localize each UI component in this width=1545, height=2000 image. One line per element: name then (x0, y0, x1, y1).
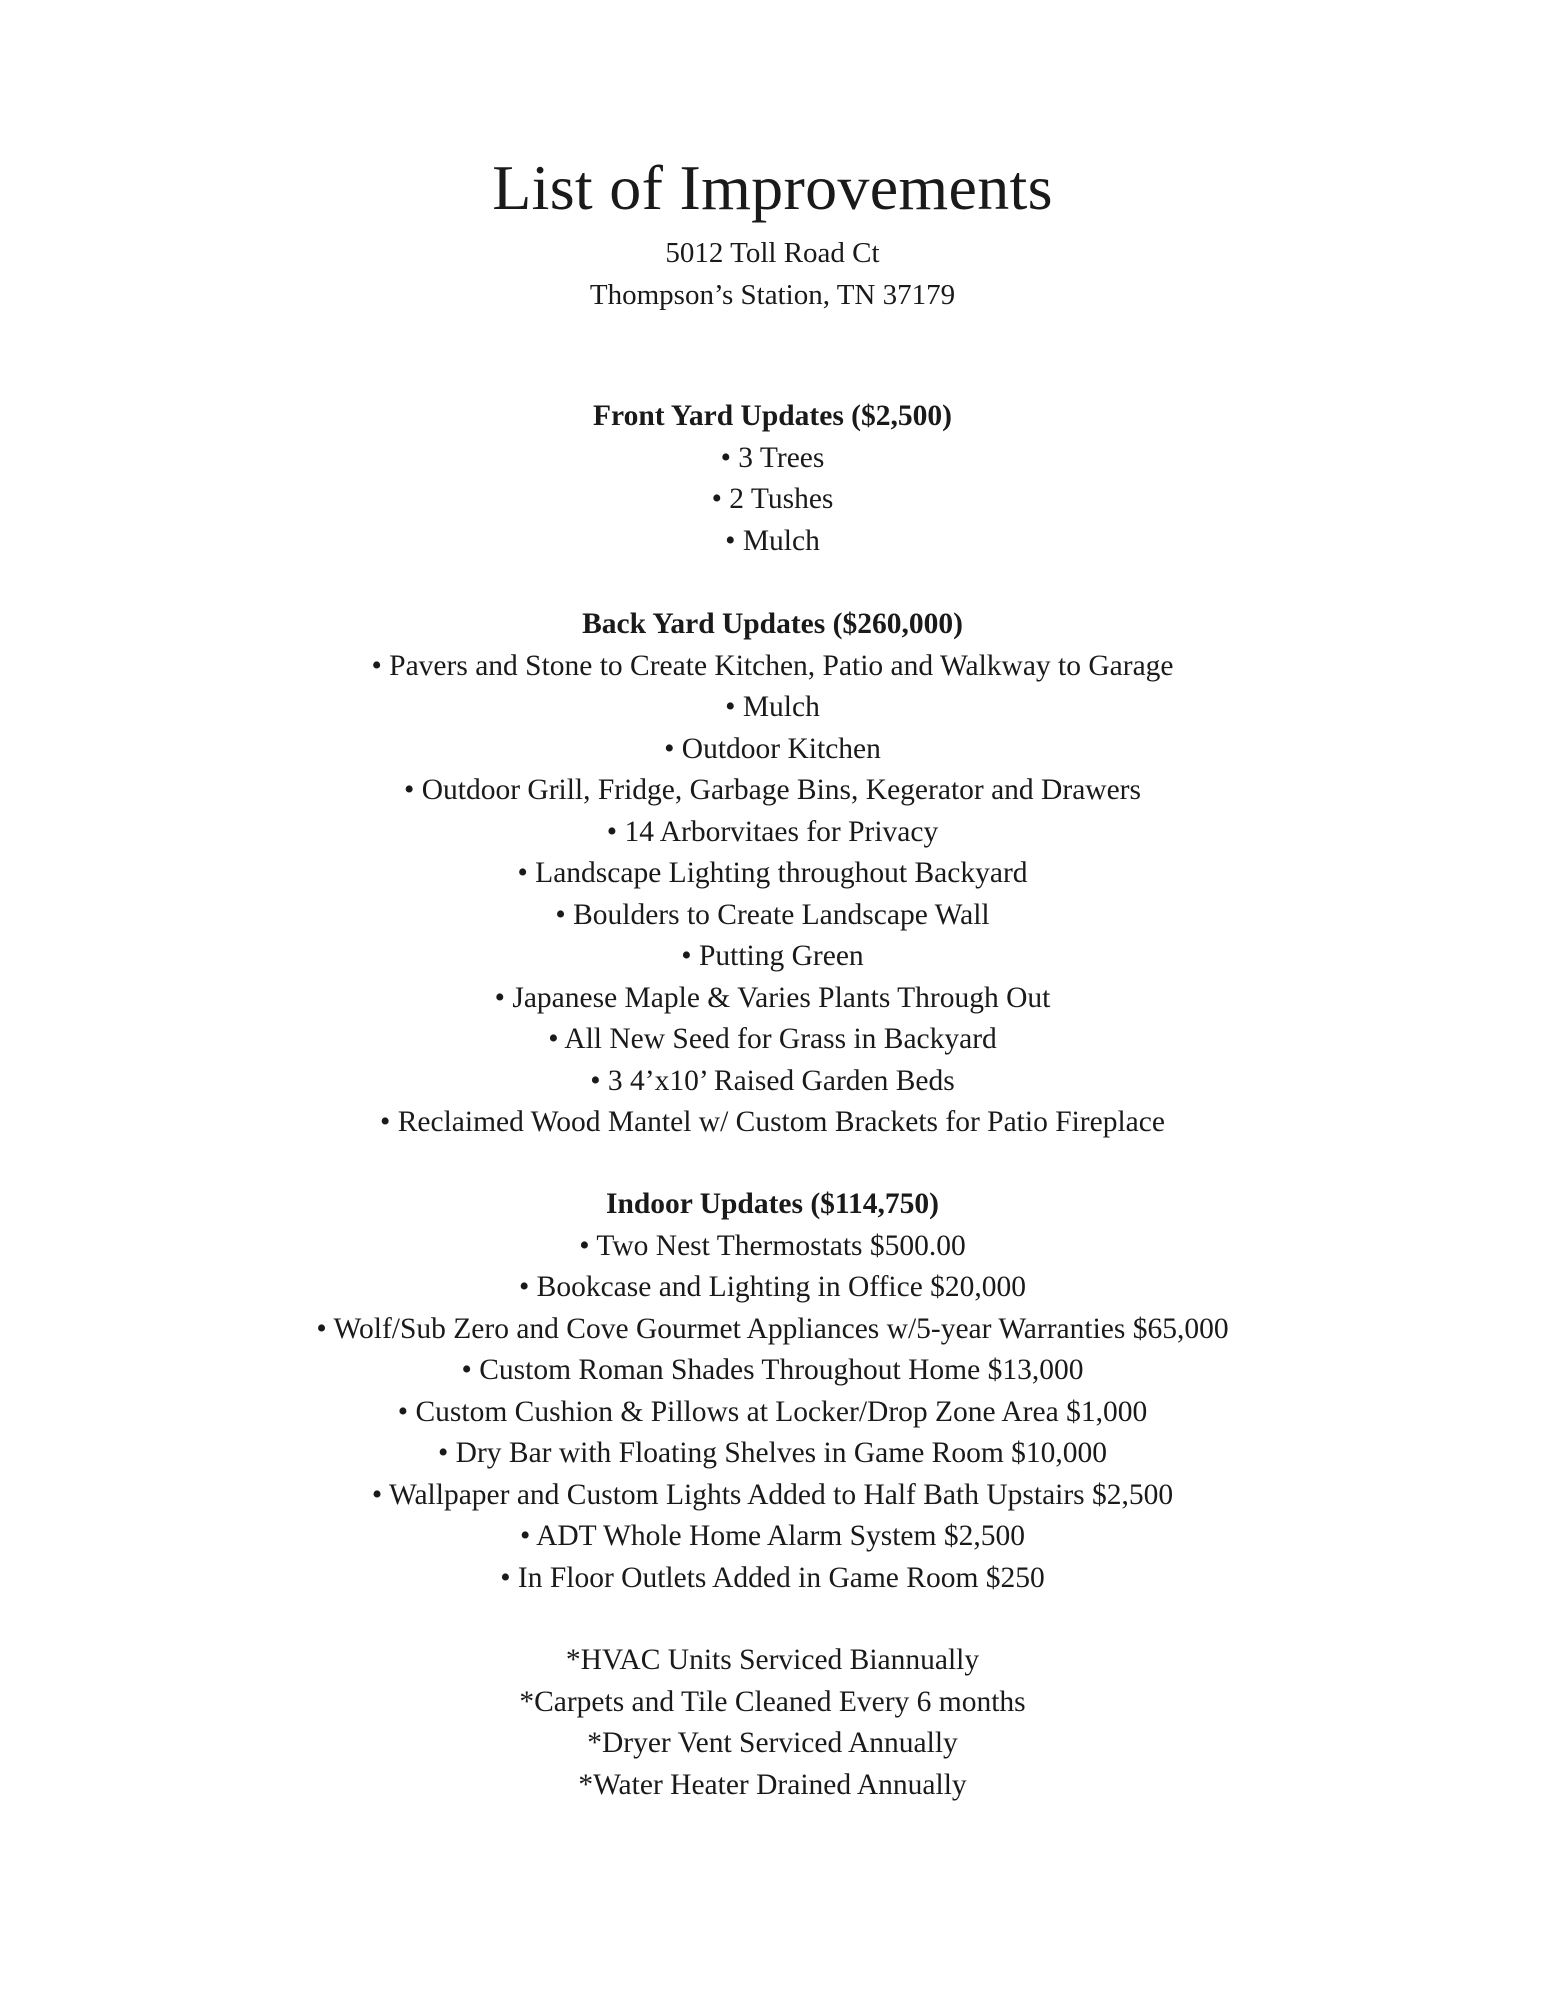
address-city-state-zip: Thompson’s Station, TN 37179 (589, 279, 956, 311)
list-item: • Boulders to Create Landscape Wall (555, 898, 990, 931)
list-item: • Custom Cushion & Pillows at Locker/Drop Zone Area $1,000 (397, 1395, 1148, 1428)
list-item: • 3 Trees (720, 441, 825, 474)
list-item: • Wallpaper and Custom Lights Added to Half Bath Upstairs $2,500 (371, 1478, 1174, 1511)
list-item: • Dry Bar with Floating Shelves in Game Room $10,000 (437, 1437, 1108, 1469)
maintenance-note: *HVAC Units Serviced Biannually (565, 1644, 980, 1676)
back-yard-section (0, 604, 1545, 1144)
front-yard-heading: Front Yard Updates ($2,500) (593, 400, 952, 432)
list-item: • All New Seed for Grass in Backyard (548, 1023, 997, 1055)
indoor-section (0, 1184, 1545, 1599)
list-item: • Bookcase and Lighting in Office $20,000 (518, 1271, 1027, 1303)
maintenance-note: *Water Heater Drained Annually (578, 1768, 967, 1801)
list-item: • Putting Green (681, 940, 864, 972)
list-item: • Japanese Maple & Varies Plants Through Out (494, 981, 1051, 1014)
list-item: • ADT Whole Home Alarm System $2,500 (520, 1520, 1025, 1552)
maintenance-note: *Carpets and Tile Cleaned Every 6 months (519, 1685, 1026, 1718)
list-item: • Mulch (725, 524, 820, 557)
list-item: • Outdoor Kitchen (664, 732, 881, 765)
address-street: 5012 Toll Road Ct (665, 237, 880, 269)
list-item: • In Floor Outlets Added in Game Room $250 (500, 1561, 1045, 1594)
list-item: • Two Nest Thermostats $500.00 (579, 1229, 966, 1262)
list-item: • Outdoor Grill, Fridge, Garbage Bins, Kegerator and Drawers (404, 774, 1141, 806)
list-item: • 14 Arborvitaes for Privacy (606, 815, 939, 848)
list-item: • Mulch (725, 691, 820, 723)
list-item: • Landscape Lighting throughout Backyard (517, 857, 1028, 889)
list-item: • Reclaimed Wood Mantel w/ Custom Brackets for Patio Fireplace (380, 1106, 1165, 1138)
list-item: • Wolf/Sub Zero and Cove Gourmet Appliances w/5-year Warranties $65,000 (316, 1312, 1229, 1345)
maintenance-notes (0, 1640, 1545, 1806)
back-yard-heading: Back Yard Updates ($260,000) (582, 608, 963, 640)
indoor-heading: Indoor Updates ($114,750) (605, 1188, 939, 1220)
front-yard-section (0, 396, 1545, 562)
list-item: • Custom Roman Shades Throughout Home $13,000 (461, 1354, 1084, 1386)
maintenance-note: *Dryer Vent Serviced Annually (587, 1727, 958, 1759)
page-title: List of Improvements (492, 152, 1053, 223)
list-item: • Pavers and Stone to Create Kitchen, Patio and Walkway to Garage (371, 649, 1174, 682)
list-item: • 3 4’x10’ Raised Garden Beds (590, 1064, 955, 1097)
property-address (0, 232, 1545, 316)
list-item: • 2 Tushes (711, 483, 834, 515)
